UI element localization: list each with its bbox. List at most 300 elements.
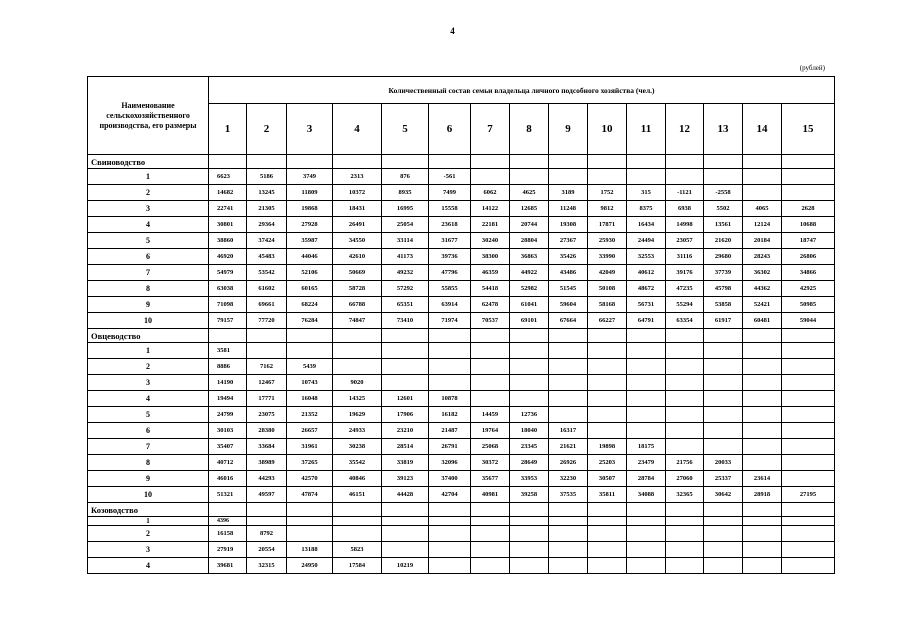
name-column-header: Наименование сельскохозяйственного производства, его размеры: [88, 77, 209, 155]
column-number-header: 12: [666, 104, 704, 155]
value-cell: 71098: [209, 297, 247, 313]
value-cell: [704, 558, 743, 574]
value-cell: 18040: [510, 423, 549, 439]
value-cell: 32553: [627, 249, 666, 265]
value-cell: 44046: [287, 249, 333, 265]
value-cell: 14682: [209, 185, 247, 201]
value-cell: 51321: [209, 487, 247, 503]
empty-cell: [549, 503, 588, 517]
value-cell: [429, 343, 471, 359]
value-cell: 22181: [471, 217, 510, 233]
table-body: [88, 155, 835, 574]
value-cell: 36863: [510, 249, 549, 265]
value-cell: 53542: [247, 265, 287, 281]
value-cell: 25930: [588, 233, 627, 249]
value-cell: 24494: [627, 233, 666, 249]
table-row: [88, 217, 835, 233]
value-cell: [666, 375, 704, 391]
table-row: [88, 391, 835, 407]
value-cell: 61917: [704, 313, 743, 329]
value-cell: 14122: [471, 201, 510, 217]
value-cell: [333, 359, 382, 375]
value-cell: 38860: [209, 233, 247, 249]
row-size-label: 2: [88, 359, 209, 375]
table-row: [88, 249, 835, 265]
value-cell: 16158: [209, 526, 247, 542]
value-cell: 52982: [510, 281, 549, 297]
value-cell: [782, 359, 835, 375]
value-cell: [666, 423, 704, 439]
value-cell: 46151: [333, 487, 382, 503]
value-cell: 28380: [247, 423, 287, 439]
value-cell: [704, 542, 743, 558]
value-cell: 69101: [510, 313, 549, 329]
value-cell: 9020: [333, 375, 382, 391]
value-cell: 8792: [247, 526, 287, 542]
value-cell: -561: [429, 169, 471, 185]
value-cell: 29680: [704, 249, 743, 265]
column-number-header: 7: [471, 104, 510, 155]
value-cell: 66227: [588, 313, 627, 329]
empty-cell: [627, 329, 666, 343]
row-size-label: 3: [88, 542, 209, 558]
value-cell: [588, 423, 627, 439]
value-cell: 32365: [666, 487, 704, 503]
value-cell: [382, 542, 429, 558]
value-cell: 64791: [627, 313, 666, 329]
page-number: 4: [450, 26, 455, 36]
table-row: [88, 471, 835, 487]
value-cell: 45483: [247, 249, 287, 265]
value-cell: 12685: [510, 201, 549, 217]
value-cell: 23618: [429, 217, 471, 233]
value-cell: [704, 359, 743, 375]
row-size-label: 5: [88, 407, 209, 423]
value-cell: [743, 439, 782, 455]
value-cell: 34866: [782, 265, 835, 281]
value-cell: 32230: [549, 471, 588, 487]
empty-cell: [627, 503, 666, 517]
value-cell: 62478: [471, 297, 510, 313]
value-cell: [549, 407, 588, 423]
value-cell: 28514: [382, 439, 429, 455]
value-cell: 51545: [549, 281, 588, 297]
row-size-label: 4: [88, 558, 209, 574]
value-cell: 4065: [743, 201, 782, 217]
row-size-label: 1: [88, 517, 209, 526]
value-cell: 14998: [666, 217, 704, 233]
value-cell: 16317: [549, 423, 588, 439]
value-cell: [743, 375, 782, 391]
value-cell: [627, 375, 666, 391]
value-cell: [704, 375, 743, 391]
row-size-label: 9: [88, 297, 209, 313]
column-number-header: 6: [429, 104, 471, 155]
value-cell: 2628: [782, 201, 835, 217]
empty-cell: [782, 329, 835, 343]
value-cell: 23614: [743, 471, 782, 487]
value-cell: 33953: [510, 471, 549, 487]
value-cell: [382, 526, 429, 542]
value-cell: [549, 169, 588, 185]
table-row: [88, 297, 835, 313]
section-title: Козоводство: [88, 503, 209, 517]
value-cell: 13245: [247, 185, 287, 201]
value-cell: [549, 542, 588, 558]
value-cell: 66788: [333, 297, 382, 313]
column-number-header: 5: [382, 104, 429, 155]
column-number-header: 11: [627, 104, 666, 155]
value-cell: [666, 439, 704, 455]
value-cell: 21352: [287, 407, 333, 423]
value-cell: 49597: [247, 487, 287, 503]
table-row: [88, 343, 835, 359]
value-cell: [782, 558, 835, 574]
value-cell: [510, 169, 549, 185]
value-cell: [743, 407, 782, 423]
value-cell: 315: [627, 185, 666, 201]
value-cell: 26926: [549, 455, 588, 471]
empty-cell: [429, 329, 471, 343]
empty-cell: [666, 503, 704, 517]
value-cell: 17584: [333, 558, 382, 574]
value-cell: [666, 526, 704, 542]
value-cell: [471, 542, 510, 558]
value-cell: 16434: [627, 217, 666, 233]
value-cell: [333, 526, 382, 542]
value-cell: 15558: [429, 201, 471, 217]
value-cell: 54418: [471, 281, 510, 297]
value-cell: [666, 391, 704, 407]
row-size-label: 3: [88, 375, 209, 391]
value-cell: 68224: [287, 297, 333, 313]
value-cell: [247, 517, 287, 526]
value-cell: 24799: [209, 407, 247, 423]
value-cell: 21487: [429, 423, 471, 439]
value-cell: 35987: [287, 233, 333, 249]
value-cell: 45798: [704, 281, 743, 297]
value-cell: 53858: [704, 297, 743, 313]
empty-cell: [549, 155, 588, 169]
value-cell: 42049: [588, 265, 627, 281]
value-cell: 10743: [287, 375, 333, 391]
value-cell: 69661: [247, 297, 287, 313]
value-cell: [704, 526, 743, 542]
value-cell: [549, 391, 588, 407]
value-cell: [627, 423, 666, 439]
row-size-label: 10: [88, 487, 209, 503]
value-cell: 23057: [666, 233, 704, 249]
value-cell: 31116: [666, 249, 704, 265]
value-cell: 27367: [549, 233, 588, 249]
value-cell: [510, 542, 549, 558]
empty-cell: [247, 155, 287, 169]
value-cell: 40981: [471, 487, 510, 503]
value-cell: 20033: [704, 455, 743, 471]
value-cell: 48672: [627, 281, 666, 297]
value-cell: 39176: [666, 265, 704, 281]
column-number-header: 13: [704, 104, 743, 155]
value-cell: 79157: [209, 313, 247, 329]
row-size-label: 8: [88, 455, 209, 471]
value-cell: 65351: [382, 297, 429, 313]
value-cell: [549, 375, 588, 391]
value-cell: [627, 343, 666, 359]
value-cell: 17771: [247, 391, 287, 407]
value-cell: [782, 169, 835, 185]
value-cell: 7162: [247, 359, 287, 375]
value-cell: 35811: [588, 487, 627, 503]
value-cell: 58728: [333, 281, 382, 297]
value-cell: 25054: [382, 217, 429, 233]
value-cell: 50669: [333, 265, 382, 281]
value-cell: 30507: [588, 471, 627, 487]
value-cell: [429, 359, 471, 375]
value-cell: 11809: [287, 185, 333, 201]
empty-cell: [510, 155, 549, 169]
value-cell: [666, 343, 704, 359]
value-cell: 35677: [471, 471, 510, 487]
value-cell: 18431: [333, 201, 382, 217]
value-cell: 18175: [627, 439, 666, 455]
value-cell: 5823: [333, 542, 382, 558]
section-title: Овцеводство: [88, 329, 209, 343]
value-cell: [782, 455, 835, 471]
empty-cell: [333, 155, 382, 169]
value-cell: 25337: [704, 471, 743, 487]
table-row: [88, 487, 835, 503]
row-size-label: 4: [88, 217, 209, 233]
value-cell: 19308: [549, 217, 588, 233]
value-cell: [627, 169, 666, 185]
value-cell: 54979: [209, 265, 247, 281]
value-cell: 33819: [382, 455, 429, 471]
value-cell: 71974: [429, 313, 471, 329]
value-cell: 63038: [209, 281, 247, 297]
table-row: [88, 233, 835, 249]
value-cell: 5439: [287, 359, 333, 375]
value-cell: 27919: [209, 542, 247, 558]
value-cell: [666, 542, 704, 558]
table-row: [88, 423, 835, 439]
value-cell: 50985: [782, 297, 835, 313]
value-cell: 40712: [209, 455, 247, 471]
value-cell: 26791: [429, 439, 471, 455]
table-row: [88, 185, 835, 201]
value-cell: [471, 526, 510, 542]
value-cell: 30372: [471, 455, 510, 471]
column-number-header: 14: [743, 104, 782, 155]
empty-cell: [471, 329, 510, 343]
row-size-label: 4: [88, 391, 209, 407]
value-cell: 26491: [333, 217, 382, 233]
value-cell: 33990: [588, 249, 627, 265]
value-cell: [382, 359, 429, 375]
value-cell: [429, 375, 471, 391]
value-cell: 25068: [471, 439, 510, 455]
value-cell: [510, 343, 549, 359]
empty-cell: [782, 503, 835, 517]
value-cell: [588, 375, 627, 391]
value-cell: 44428: [382, 487, 429, 503]
value-cell: -2558: [704, 185, 743, 201]
value-cell: 31961: [287, 439, 333, 455]
row-size-label: 10: [88, 313, 209, 329]
value-cell: 17871: [588, 217, 627, 233]
value-cell: 12736: [510, 407, 549, 423]
value-cell: 6062: [471, 185, 510, 201]
value-cell: [704, 343, 743, 359]
value-cell: [429, 558, 471, 574]
value-cell: [510, 517, 549, 526]
value-cell: 36302: [743, 265, 782, 281]
table-row: [88, 517, 835, 526]
value-cell: 23210: [382, 423, 429, 439]
value-cell: 1752: [588, 185, 627, 201]
value-cell: 21621: [549, 439, 588, 455]
value-cell: [704, 391, 743, 407]
value-cell: 34550: [333, 233, 382, 249]
value-cell: [471, 517, 510, 526]
value-cell: 39736: [429, 249, 471, 265]
value-cell: [588, 343, 627, 359]
value-cell: 17906: [382, 407, 429, 423]
value-cell: 16182: [429, 407, 471, 423]
value-cell: 3189: [549, 185, 588, 201]
value-cell: 19868: [287, 201, 333, 217]
row-size-label: 2: [88, 526, 209, 542]
value-cell: 67664: [549, 313, 588, 329]
table-row: [88, 169, 835, 185]
value-cell: [549, 517, 588, 526]
value-cell: 39681: [209, 558, 247, 574]
value-cell: [588, 517, 627, 526]
value-cell: 55855: [429, 281, 471, 297]
empty-cell: [743, 155, 782, 169]
value-cell: 59604: [549, 297, 588, 313]
value-cell: [627, 359, 666, 375]
value-cell: 44922: [510, 265, 549, 281]
value-cell: 42704: [429, 487, 471, 503]
value-cell: 20744: [510, 217, 549, 233]
value-cell: 21620: [704, 233, 743, 249]
empty-cell: [333, 503, 382, 517]
value-cell: [743, 517, 782, 526]
value-cell: 27928: [287, 217, 333, 233]
value-cell: [588, 407, 627, 423]
row-size-label: 3: [88, 201, 209, 217]
value-cell: 24950: [287, 558, 333, 574]
empty-cell: [287, 329, 333, 343]
value-cell: 8886: [209, 359, 247, 375]
value-cell: [429, 517, 471, 526]
column-number-header: 8: [510, 104, 549, 155]
family-size-header: Количественный состав семьи владельца личного подсобного хозяйства (чел.): [209, 77, 835, 104]
value-cell: 77720: [247, 313, 287, 329]
value-cell: 40612: [627, 265, 666, 281]
value-cell: 32315: [247, 558, 287, 574]
value-cell: [510, 558, 549, 574]
table-row: [88, 375, 835, 391]
value-cell: [627, 542, 666, 558]
column-number-header: 2: [247, 104, 287, 155]
value-cell: 6938: [666, 201, 704, 217]
value-cell: [782, 439, 835, 455]
value-cell: 18747: [782, 233, 835, 249]
value-cell: [704, 423, 743, 439]
empty-cell: [287, 155, 333, 169]
value-cell: 876: [382, 169, 429, 185]
value-cell: 14325: [333, 391, 382, 407]
value-cell: 28784: [627, 471, 666, 487]
value-cell: [287, 517, 333, 526]
table-row: [88, 439, 835, 455]
value-cell: [627, 407, 666, 423]
value-cell: 52106: [287, 265, 333, 281]
value-cell: [429, 542, 471, 558]
value-cell: 21305: [247, 201, 287, 217]
value-cell: 4396: [209, 517, 247, 526]
row-size-label: 9: [88, 471, 209, 487]
value-cell: 10372: [333, 185, 382, 201]
row-size-label: 2: [88, 185, 209, 201]
value-cell: [782, 526, 835, 542]
row-size-label: 5: [88, 233, 209, 249]
value-cell: 10219: [382, 558, 429, 574]
value-cell: 37424: [247, 233, 287, 249]
value-cell: [588, 558, 627, 574]
value-cell: 56731: [627, 297, 666, 313]
value-cell: [782, 185, 835, 201]
value-cell: [588, 542, 627, 558]
value-cell: [743, 391, 782, 407]
value-cell: 16995: [382, 201, 429, 217]
value-cell: 41173: [382, 249, 429, 265]
value-cell: [704, 169, 743, 185]
value-cell: 14459: [471, 407, 510, 423]
table-row: [88, 558, 835, 574]
empty-cell: [782, 155, 835, 169]
value-cell: 19494: [209, 391, 247, 407]
empty-cell: [429, 155, 471, 169]
value-cell: 28918: [743, 487, 782, 503]
value-cell: 20184: [743, 233, 782, 249]
value-cell: 7499: [429, 185, 471, 201]
value-cell: [666, 359, 704, 375]
column-number-header: 9: [549, 104, 588, 155]
value-cell: [627, 558, 666, 574]
value-cell: 10688: [782, 217, 835, 233]
value-cell: [782, 517, 835, 526]
value-cell: 20554: [247, 542, 287, 558]
value-cell: 30801: [209, 217, 247, 233]
value-cell: [743, 455, 782, 471]
value-cell: [704, 517, 743, 526]
value-cell: [704, 407, 743, 423]
value-cell: [743, 185, 782, 201]
empty-cell: [666, 155, 704, 169]
value-cell: 32096: [429, 455, 471, 471]
empty-cell: [287, 503, 333, 517]
value-cell: 5186: [247, 169, 287, 185]
value-cell: 9812: [588, 201, 627, 217]
value-cell: [588, 526, 627, 542]
value-cell: 37400: [429, 471, 471, 487]
value-cell: 42570: [287, 471, 333, 487]
value-cell: 23479: [627, 455, 666, 471]
value-cell: 19629: [333, 407, 382, 423]
empty-cell: [209, 503, 247, 517]
